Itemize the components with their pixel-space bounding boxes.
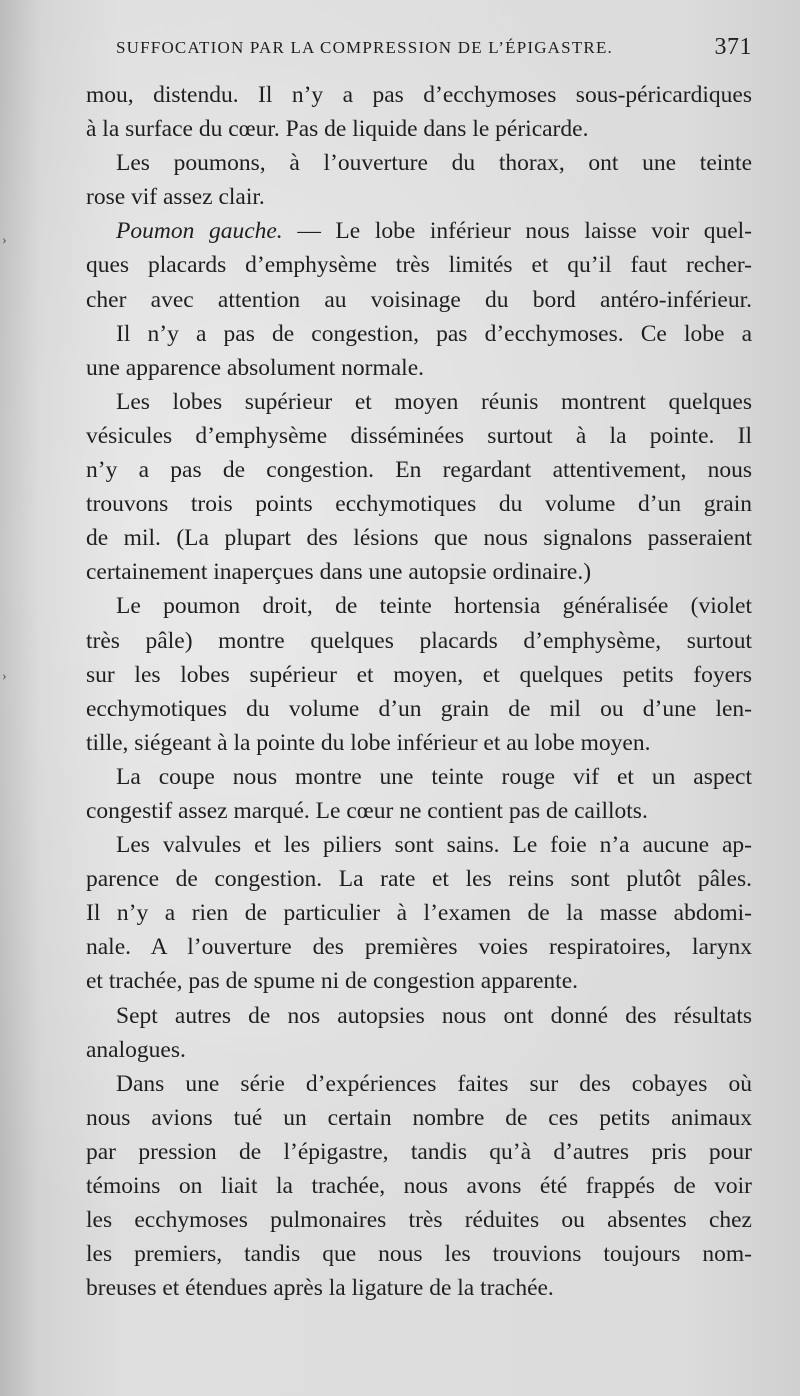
italic-heading: Poumon gauche.: [116, 218, 283, 245]
text-line: La coupe nous montre une teinte rouge vif et un aspect: [116, 763, 752, 790]
text-line: [86, 214, 752, 248]
text-line: tille, siégeant à la pointe du lobe inférieur et au lobe moyen.: [86, 729, 651, 756]
text-line: Il n’y a pas de congestion, pas d’ecchymoses. Ce lobe a: [116, 320, 752, 347]
margin-mark: ›: [2, 669, 7, 684]
running-title: SUFFOCATION PAR LA COMPRESSION DE L’ÉPIGASTRE.: [116, 38, 613, 57]
text-line: trouvons trois points ecchymotiques du volume d’un grain: [86, 491, 752, 518]
text-line: congestif assez marqué. Le cœur ne contient pas de caillots.: [86, 797, 648, 824]
text-line: parence de congestion. La rate et les reins sont plutôt pâles.: [86, 866, 752, 893]
page-header: [116, 34, 752, 64]
text-line: rose vif assez clair.: [86, 184, 265, 211]
text-line: analogues.: [86, 1036, 186, 1063]
text-line: nous avions tué un certain nombre de ces petits animaux: [86, 1104, 752, 1131]
text-line: très pâle) montre quelques placards d’emphysème, surtout: [86, 627, 752, 654]
text-line: n’y a pas de congestion. En regardant attentivement, nous: [86, 457, 752, 484]
text-line: ques placards d’emphysème très limités et qu’il faut recher-: [86, 252, 752, 279]
text-line: et trachée, pas de spume ni de congestion apparente.: [86, 968, 578, 995]
page-number: 371: [714, 34, 752, 60]
margin-mark: ›: [2, 233, 7, 248]
text-line: cher avec attention au voisinage du bord antéro-inférieur.: [86, 286, 752, 313]
text-line: Les lobes supérieur et moyen réunis montrent quelques: [116, 388, 752, 415]
text-line: nale. A l’ouverture des premières voies respiratoires, larynx: [86, 934, 752, 961]
text-line: les premiers, tandis que nous les trouvions toujours nom-: [86, 1241, 752, 1268]
text-line: Le poumon droit, de teinte hortensia généralisée (violet: [116, 593, 752, 620]
text-line: de mil. (La plupart des lésions que nous signalons passeraient: [86, 525, 752, 552]
text-line: par pression de l’épigastre, tandis qu’à d’autres pris pour: [86, 1138, 752, 1165]
text-line: une apparence absolument normale.: [86, 354, 424, 381]
text-line: sur les lobes supérieur et moyen, et quelques petits foyers: [86, 661, 752, 688]
text-line: témoins on liait la trachée, nous avons été frappés de voir: [86, 1173, 752, 1199]
text-line: Il n’y a rien de particulier à l’examen de la masse abdomi-: [86, 900, 752, 927]
body-text: [86, 78, 752, 1305]
text-line: Dans une série d’expériences faites sur des cobayes où: [116, 1070, 752, 1097]
text-line: breuses et étendues après la ligature de la trachée.: [86, 1275, 554, 1302]
text-line: certainement inaperçues dans une autopsie ordinaire.): [86, 559, 592, 586]
text-line: vésicules d’emphysème disséminées surtout à la pointe. Il: [86, 422, 752, 449]
text-line: à la surface du cœur. Pas de liquide dans le péricarde.: [86, 116, 589, 143]
text-line: ecchymotiques du volume d’un grain de mil ou d’une len-: [86, 695, 752, 722]
text-line: Les valvules et les piliers sont sains. Le foie n’a aucune ap-: [116, 832, 752, 859]
text-line-rest: — Le lobe inférieur nous laisse voir quel-: [297, 218, 753, 245]
text-line: Les poumons, à l’ouverture du thorax, ont une teinte: [116, 150, 752, 177]
text-line: les ecchymoses pulmonaires très réduites ou absentes chez: [86, 1207, 752, 1234]
text-line: Sept autres de nos autopsies nous ont donné des résultats: [116, 1002, 752, 1029]
text-line: mou, distendu. Il n’y a pas d’ecchymoses sous-péricardiques: [86, 82, 752, 108]
